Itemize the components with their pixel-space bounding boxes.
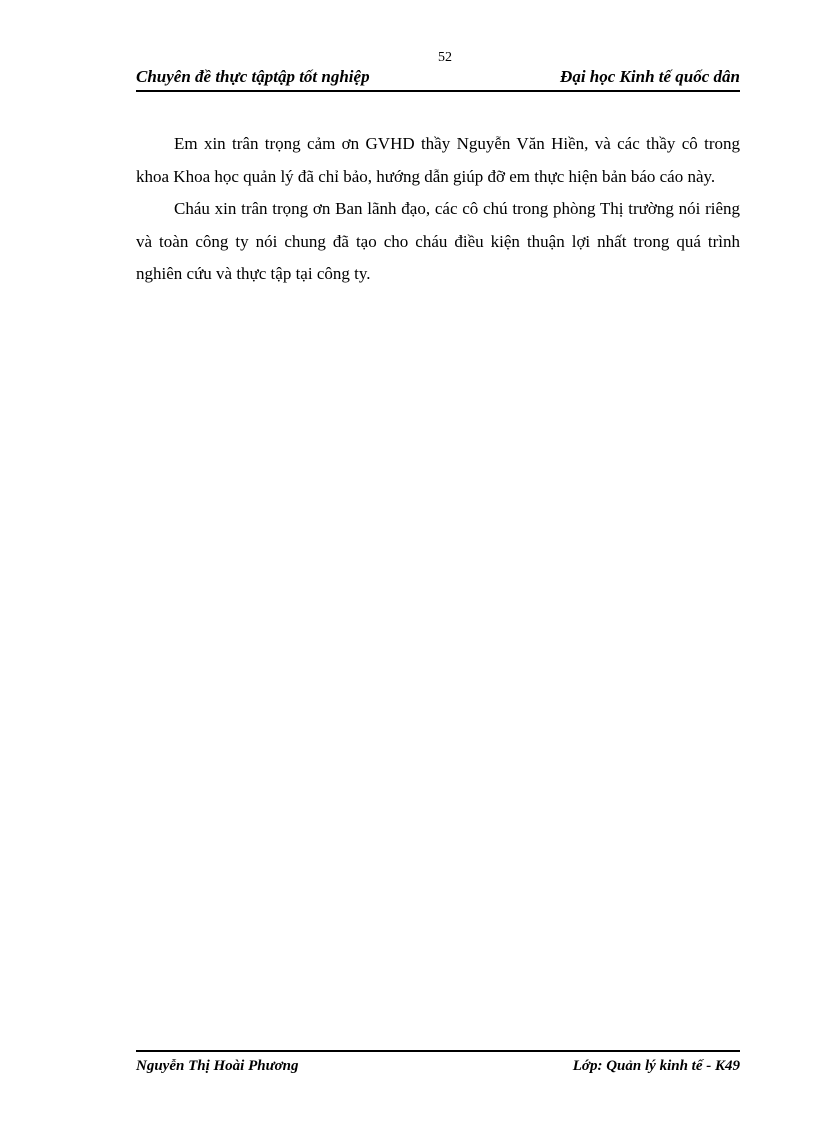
page-footer xyxy=(136,1050,740,1074)
page-header xyxy=(136,66,740,92)
body-text xyxy=(136,128,740,291)
footer-author: Nguyễn Thị Hoài Phương xyxy=(136,1058,299,1074)
paragraph-acknowledgement-teacher: Em xin trân trọng cảm ơn GVHD thầy Nguyễn Văn Hiền, và các thầy cô trong khoa Khoa học quản lý đã chỉ bảo, hướng dẫn giúp đỡ em thực hiện bản báo cáo này. xyxy=(136,134,740,186)
header-university: Đại học Kinh tế quốc dân xyxy=(560,67,740,86)
header-report-title: Chuyên đề thực tậptập tốt nghiệp xyxy=(136,67,370,86)
paragraph-acknowledgement-company: Cháu xin trân trọng ơn Ban lãnh đạo, các cô chú trong phòng Thị trường nói riêng và toàn công ty nói chung đã tạo cho cháu điều kiện thuận lợi nhất trong quá trình nghiên cứu và thực tập tại công ty. xyxy=(136,199,740,283)
page-number: 52 xyxy=(438,50,452,65)
footer-class: Lớp: Quản lý kinh tế - K49 xyxy=(572,1058,740,1074)
